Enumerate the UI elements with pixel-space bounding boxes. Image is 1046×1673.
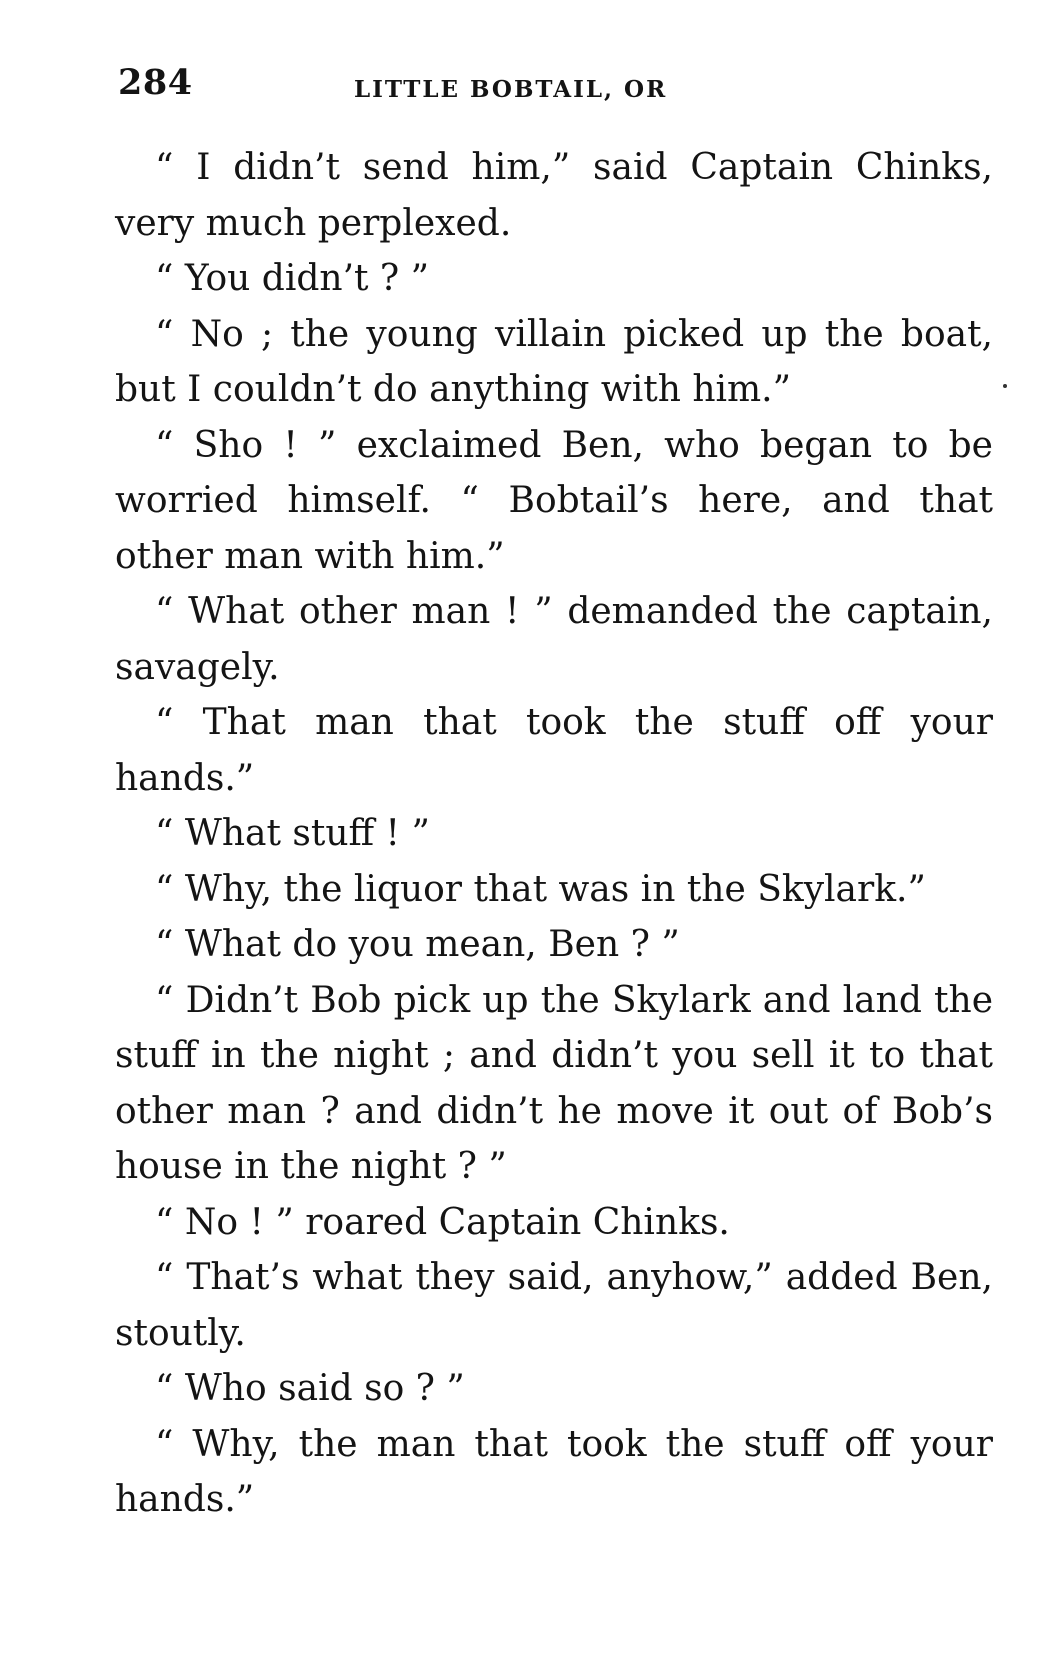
paragraph: “ That’s what they said, anyhow,” added Ben, stoutly. — [115, 1257, 993, 1354]
paragraph: “ What other man ! ” demanded the captain, savagely. — [115, 591, 993, 688]
running-head — [118, 62, 998, 112]
text-body — [115, 140, 993, 1528]
paragraph: “ You didn’t ? ” — [155, 258, 430, 299]
paragraph: “ No ; the young villain picked up the boat, but I couldn’t do anything with him.” — [115, 313, 993, 410]
paragraph: “ That man that took the stuff off your hands.” — [115, 702, 993, 799]
paragraph: “ No ! ” roared Captain Chinks. — [155, 1201, 730, 1243]
paragraph: “ What stuff ! ” — [155, 813, 430, 854]
paragraph: “ Why, the liquor that was in the Skylark.” — [155, 868, 926, 910]
paragraph: “ I didn’t send him,” said Captain Chinks, very much perplexed. — [115, 147, 993, 244]
paragraph: “ Didn’t Bob pick up the Skylark and land the stuff in the night ; and didn’t you sell it to that other man ? and didn’t he move it out of Bob’s house in the night ? ” — [115, 979, 993, 1187]
paragraph: “ Sho ! ” exclaimed Ben, who began to be worried himself. “ Bobtail’s here, and that other man with him.” — [115, 424, 993, 577]
print-speck — [1003, 384, 1007, 388]
paragraph: “ What do you mean, Ben ? ” — [155, 924, 680, 965]
paragraph: “ Who said so ? ” — [155, 1368, 465, 1409]
running-title: LITTLE BOBTAIL, OR — [354, 76, 668, 103]
page-number: 284 — [118, 62, 193, 103]
paragraph: “ Why, the man that took the stuff off your hands.” — [115, 1423, 993, 1520]
